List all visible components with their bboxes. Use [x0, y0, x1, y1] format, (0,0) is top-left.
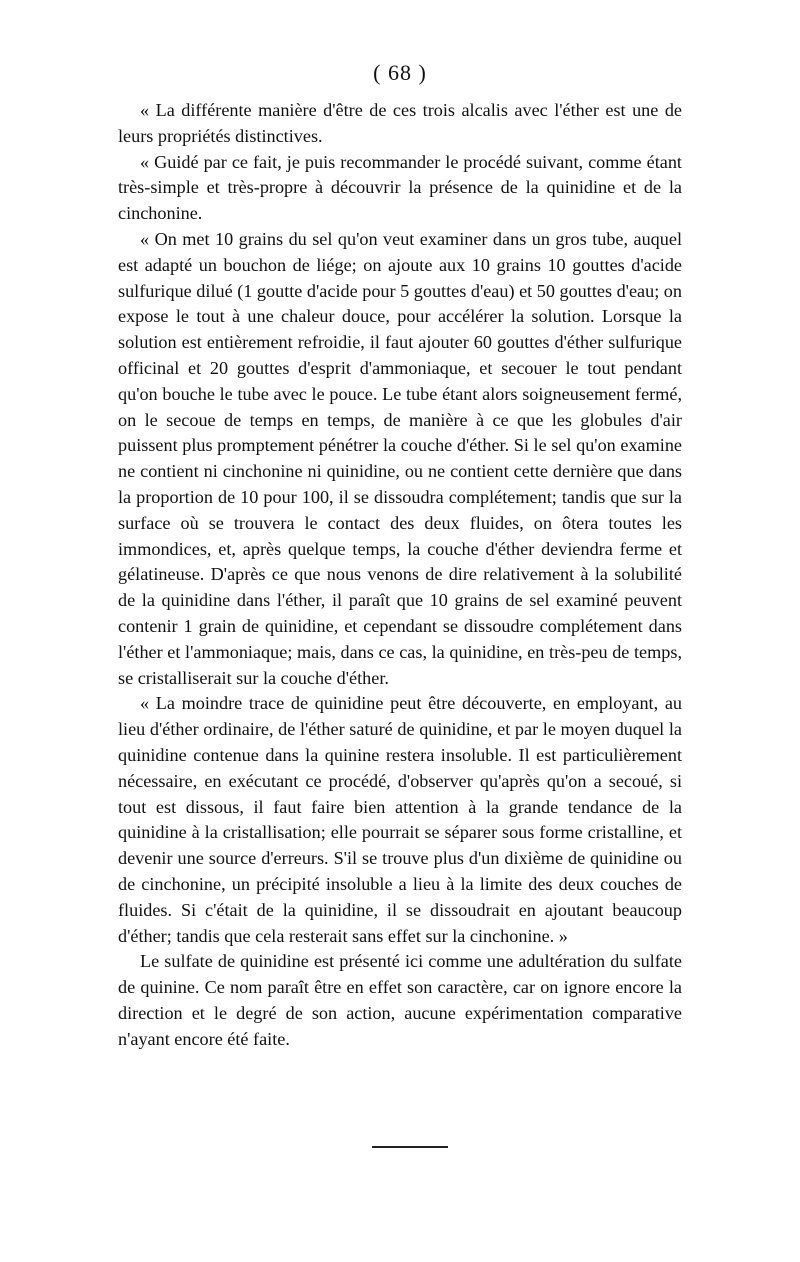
paragraph-5: Le sulfate de quinidine est présenté ici comme une adultération du sulfate de quinine. Ce nom paraît être en effet son caractère, car on ignore encore la direction et le degré de son action, aucune expérimentation comparative n'ayant encore été faite. [118, 951, 682, 1049]
closing-rule [372, 1146, 448, 1148]
page-body [118, 58, 682, 1052]
page-number: ( 68 ) [373, 60, 427, 85]
paragraph-2: « Guidé par ce fait, je puis recommander le procédé suivant, comme étant très-simple et très-propre à découvrir la présence de la quinidine et de la cinchonine. [118, 151, 682, 224]
paragraph-4: « La moindre trace de quinidine peut être découverte, en employant, au lieu d'éther ordinaire, de l'éther saturé de quinidine, et par le moyen duquel la quinidine contenue dans la quinine restera insoluble. Il est particulièrement nécessaire, en exécutant ce procédé, d'observer qu'après qu'on a secoué, si tout est dissous, il faut faire bien attention à la grande tendance de la quinidine à la cristallisation; elle pourrait se séparer sous forme cristalline, et devenir une source d'erreurs. S'il se trouve plus d'un dixième de quinidine ou de cinchonine, un précipité insoluble a lieu à la limite des deux couches de fluides. Si c'était de la quinidine, il se dissoudrait en ajoutant beaucoup d'éther; tandis que cela resterait sans effet sur la cinchonine. » [118, 693, 682, 946]
paragraph-1: « La différente manière d'être de ces trois alcalis avec l'éther est une de leurs propriétés distinctives. [118, 100, 682, 146]
paragraph-3: « On met 10 grains du sel qu'on veut examiner dans un gros tube, auquel est adapté un bouchon de liége; on ajoute aux 10 grains 10 gouttes d'acide sulfurique dilué (1 goutte d'acide pour 5 gouttes d'eau) et 50 gouttes d'eau; on expose le tout à une chaleur douce, pour accélérer la solution. Lorsque la solution est entièrement refroidie, il faut ajouter 60 gouttes d'éther sulfurique officinal et 20 gouttes d'esprit d'ammoniaque, et secouer le tout pendant qu'on bouche le tube avec le pouce. Le tube étant alors soigneusement fermé, on le secoue de temps en temps, de manière à ce que les globules d'air puissent plus promptement pénétrer la couche d'éther. Si le sel qu'on examine ne contient ni cinchonine ni quinidine, ou ne contient cette dernière que dans la proportion de 10 pour 100, il se dissoudra complétement; tandis que sur la surface où se trouvera le contact des deux fluides, on ôtera toutes les immondices, et, après quelque temps, la couche d'éther deviendra ferme et gélatineuse. D'après ce que nous venons de dire relativement à la solubilité de la quinidine dans l'éther, il paraît que 10 grains de sel examiné peuvent contenir 1 grain de quinidine, et cependant se dissoudre complétement dans l'éther et l'ammoniaque; mais, dans ce cas, la quinidine, en très-peu de temps, se cristalliserait sur la couche d'éther. [118, 228, 682, 688]
